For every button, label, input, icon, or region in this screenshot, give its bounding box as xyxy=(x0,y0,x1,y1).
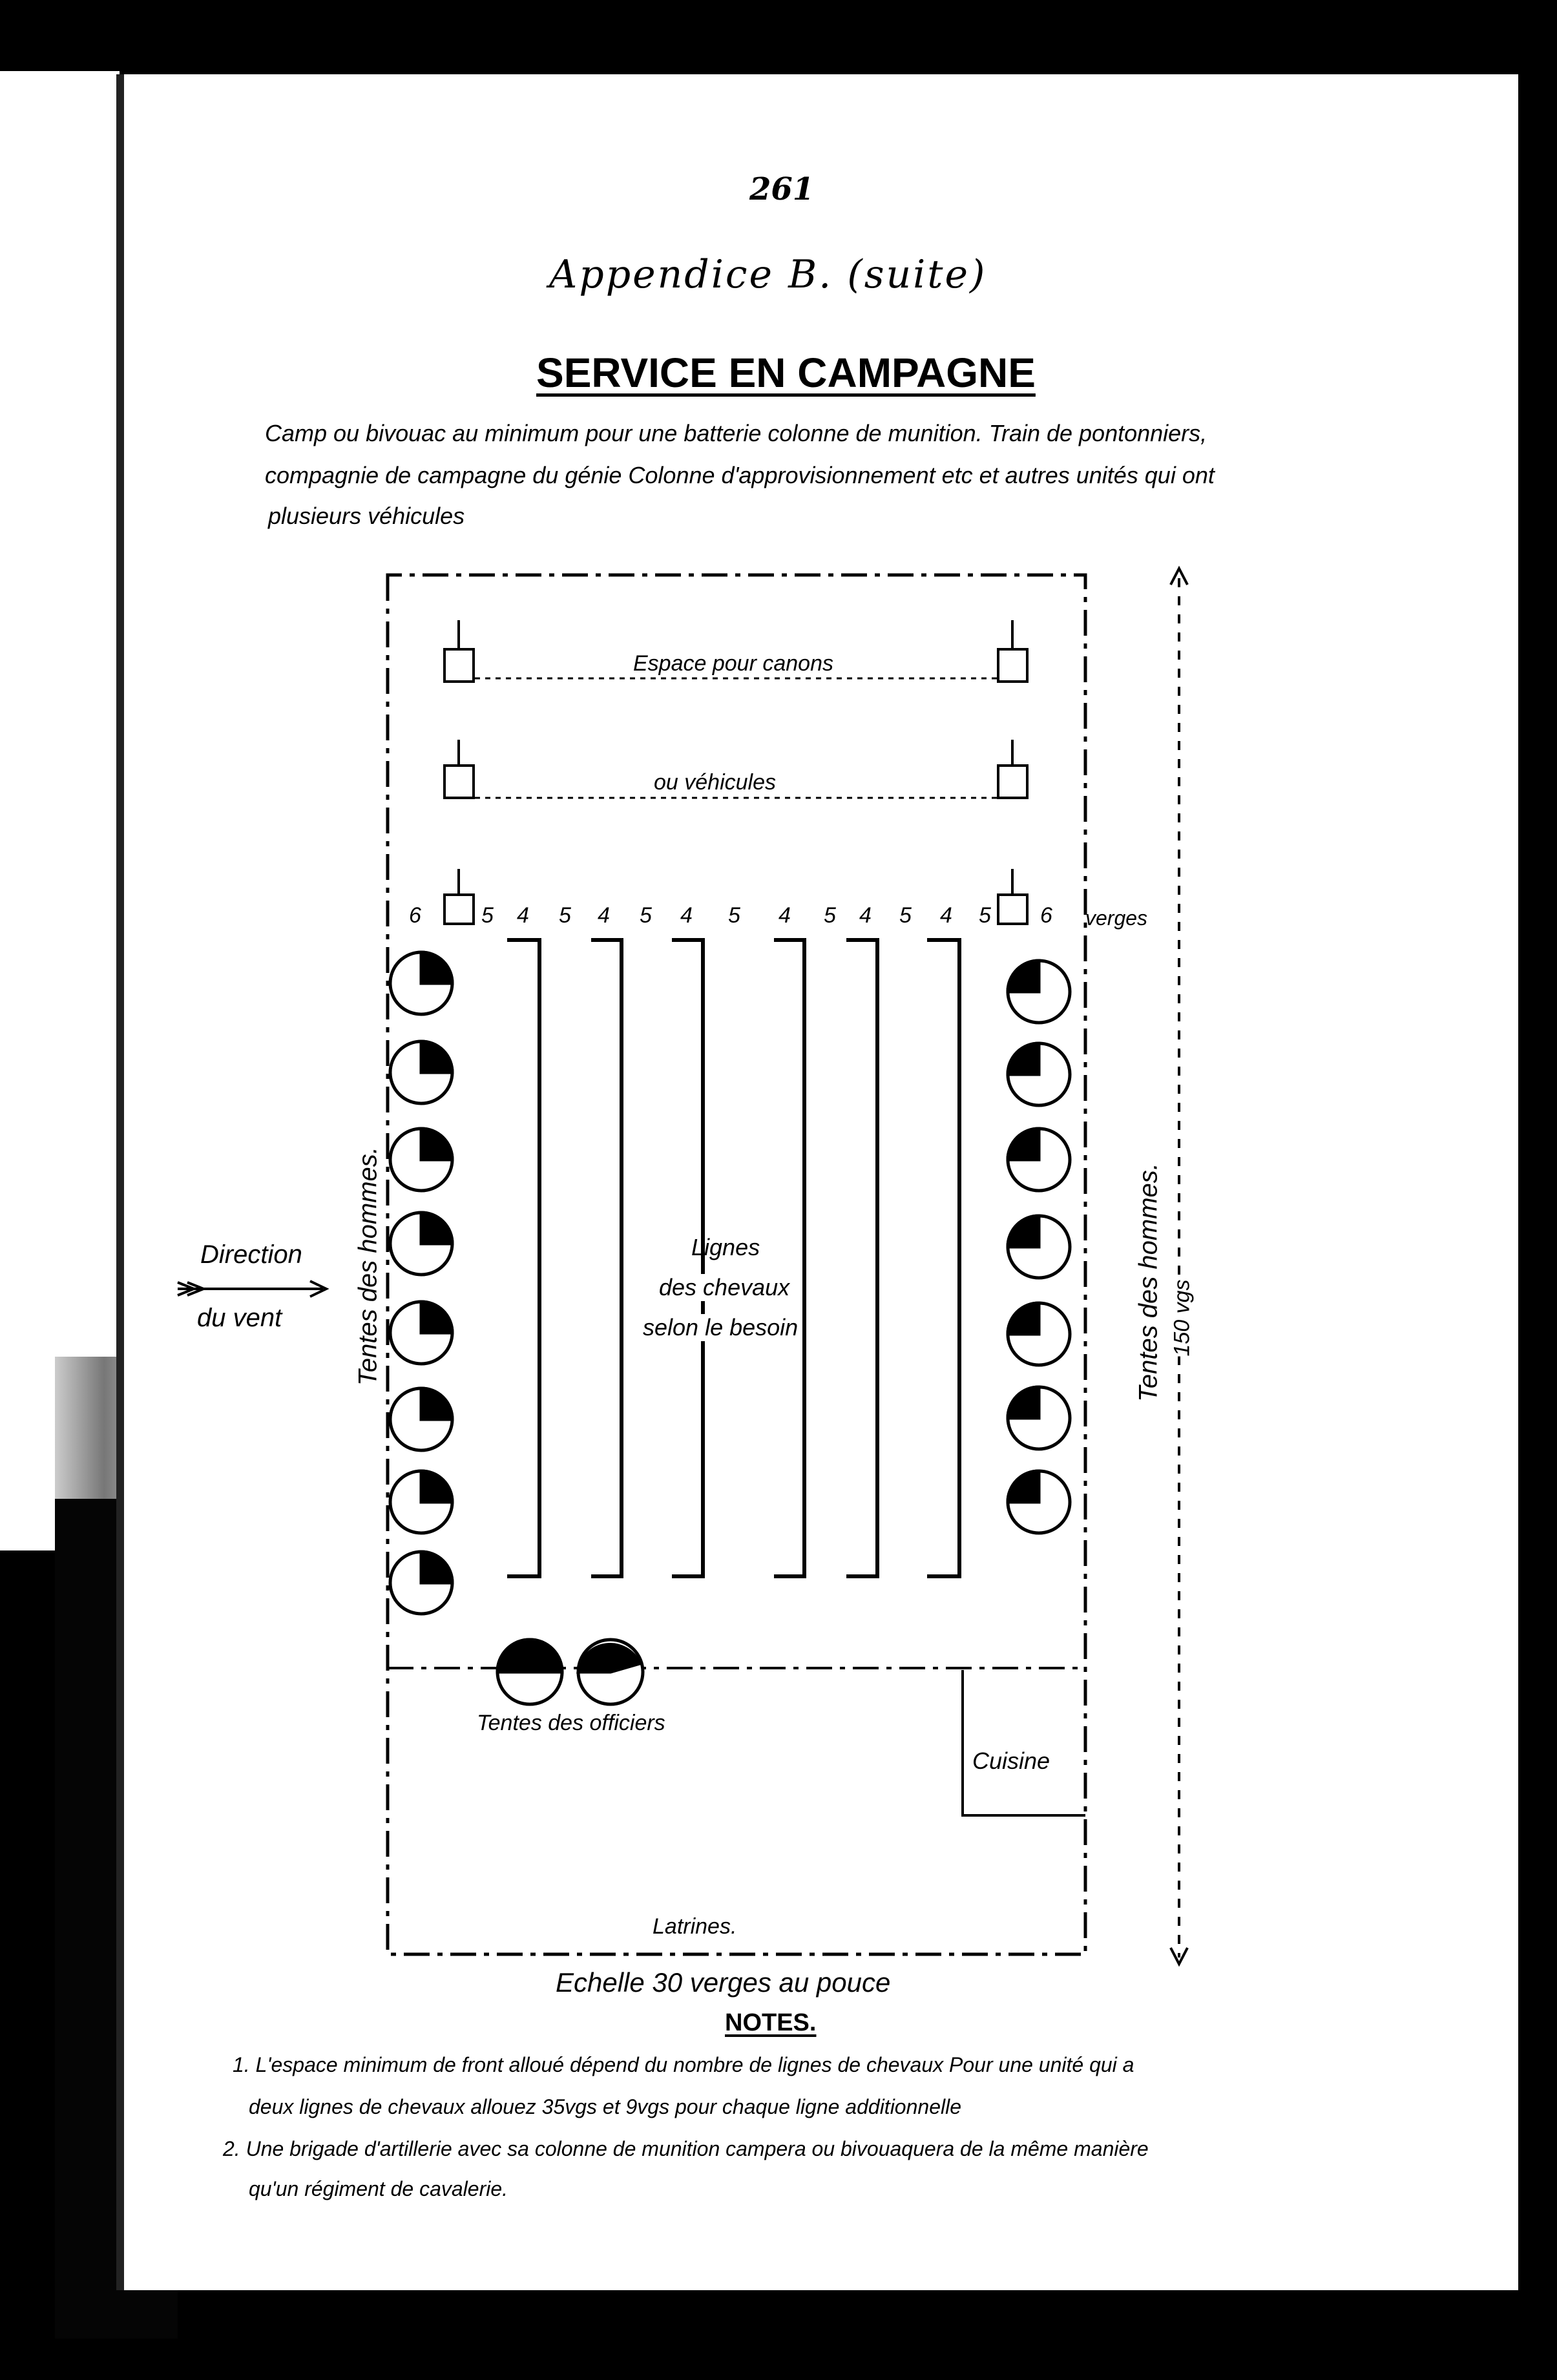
page-title: SERVICE EN CAMPAGNE xyxy=(536,350,1036,396)
kitchen-label: Cuisine xyxy=(972,1748,1050,1774)
intro-line-1: Camp ou bivouac au minimum pour une batterie colonne de munition. Train de pontonniers, xyxy=(265,420,1207,446)
spacing-4: 4 xyxy=(598,903,610,928)
officers-tents-label: Tentes des officiers xyxy=(477,1711,665,1735)
latrines-label: Latrines. xyxy=(653,1914,737,1939)
depth-label: 150 vgs xyxy=(1169,1279,1195,1357)
wind-direction-label-1: Direction xyxy=(200,1240,302,1269)
tents-right xyxy=(1008,961,1070,1533)
right-tents-label: Tentes des hommes. xyxy=(1134,1163,1163,1402)
horse-lines-label-1: Lignes xyxy=(691,1234,760,1260)
note-1-line-1: 1. L'espace minimum de front alloué dépend du nombre de lignes de chevaux Pour une unité qui a xyxy=(233,2053,1134,2076)
spacing-7: 5 xyxy=(728,903,740,928)
scale-label: Echelle 30 verges au pouce xyxy=(556,1967,891,1998)
left-tents-label: Tentes des hommes. xyxy=(353,1147,382,1386)
spacing-0: 6 xyxy=(409,903,421,928)
tents-left xyxy=(390,952,452,1614)
notes-heading: NOTES. xyxy=(725,2009,817,2036)
spacing-13: 5 xyxy=(979,903,991,928)
spacing-8: 4 xyxy=(778,903,791,928)
note-1-line-2: deux lignes de chevaux allouez 35vgs et 9vgs pour chaque ligne additionnelle xyxy=(249,2095,961,2118)
spacing-12: 4 xyxy=(940,903,952,928)
page-number: 261 xyxy=(749,171,815,207)
note-2-line-1: 2. Une brigade d'artillerie avec sa colonne de munition campera ou bivouaquera de la même manière xyxy=(223,2137,1149,2160)
appendix-heading: Appendice B. (suite) xyxy=(549,252,987,297)
note-2-line-2: qu'un régiment de cavalerie. xyxy=(249,2177,508,2200)
spacing-6: 4 xyxy=(680,903,693,928)
intro-line-2: compagnie de campagne du génie Colonne d'approvisionnement etc et autres unités qui ont xyxy=(265,462,1215,488)
kitchen-enclosure xyxy=(963,1670,1085,1815)
vehicle-space-label: ou véhicules xyxy=(654,770,777,795)
spacing-1: 5 xyxy=(481,903,494,928)
spacing-2: 4 xyxy=(517,903,529,928)
officers-tents xyxy=(497,1640,643,1704)
spacing-5: 5 xyxy=(640,903,652,928)
intro-line-3: plusieurs véhicules xyxy=(268,503,465,529)
spacing-11: 5 xyxy=(899,903,912,928)
spacing-14: 6 xyxy=(1040,903,1052,928)
spacing-9: 5 xyxy=(824,903,836,928)
horse-lines-label-2: des chevaux xyxy=(659,1274,790,1300)
wind-direction-label-2: du vent xyxy=(197,1304,282,1332)
spacing-10: 4 xyxy=(859,903,872,928)
gun-space-label: Espace pour canons xyxy=(633,651,833,676)
spacing-3: 5 xyxy=(559,903,571,928)
spacing-unit: verges xyxy=(1085,906,1148,930)
horse-lines-label-3: selon le besoin xyxy=(643,1314,799,1341)
